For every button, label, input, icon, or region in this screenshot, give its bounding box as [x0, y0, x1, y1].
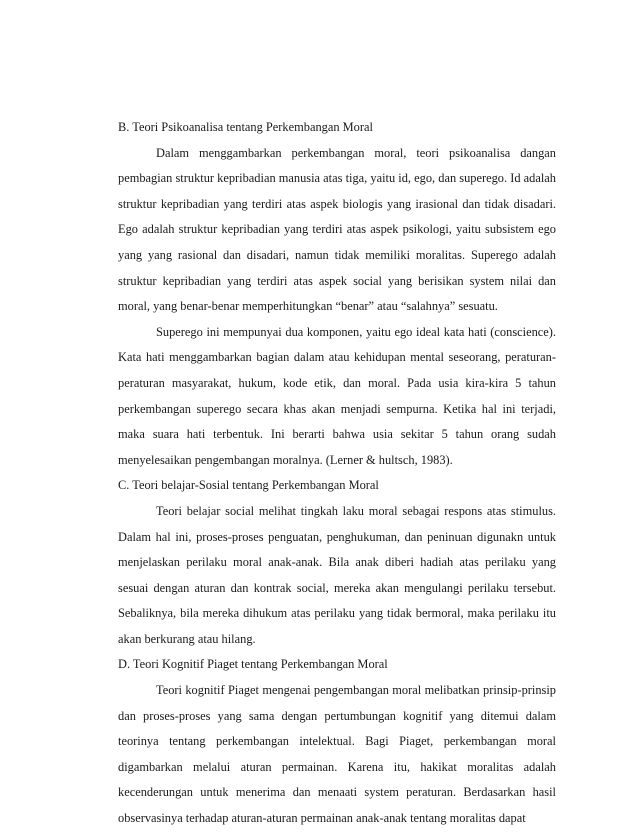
document-body: [118, 115, 556, 832]
section-heading-c: C. Teori belajar-Sosial tentang Perkembangan Moral: [118, 478, 379, 493]
section-c-paragraph-1: Teori belajar social melihat tingkah laku moral sebagai respons atas stimulus. Dalam hal ini, proses-proses penguatan, penghukuman, dan peninuan digunakn untuk menjelaskan perilaku moral anak-anak. Bila anak diberi hadiah atas perilaku yang sesuai dengan aturan dan kontrak social, mereka akan mengulangi perilaku tersebut. Sebaliknya, bila mereka dihukum atas perilaku yang tidak bermoral, maka perilaku itu akan berkurang atau hilang.: [118, 503, 556, 646]
section-d-paragraph-1: Teori kognitif Piaget mengenai pengembangan moral melibatkan prinsip-prinsip dan proses-proses yang sama dengan pertumbungan kognitif yang ditemui dalam teorinya tentang perkembangan intelektual. Bagi Piaget, perkembangan moral digambarkan melalui aturan permainan. Karena itu, hakikat moralitas adalah kecenderungan untuk menerima dan menaati system peraturan. Berdasarkan hasil observasinya terhadap aturan-aturan permainan anak-anak tentang moralitas dapat: [118, 683, 556, 826]
section-b-paragraph-2: Superego ini mempunyai dua komponen, yaitu ego ideal kata hati (conscience). Kata hati menggambarkan bagian dalam atau kehidupan mental seseorang, peraturan-peraturan masyarakat, hukum, kode etik, dan moral. Pada usia kira-kira 5 tahun perkembangan superego secara khas akan menjadi sempurna. Ketika hal ini terjadi, maka suara hati terbentuk. Ini berarti bahwa usia sekitar 5 tahun orang sudah menyelesaikan pengembangan moralnya. (Lerner & hultsch, 1983).: [118, 324, 556, 467]
section-heading-b: B. Teori Psikoanalisa tentang Perkembangan Moral: [118, 120, 373, 134]
section-b-paragraph-1: Dalam menggambarkan perkembangan moral, teori psikoanalisa dangan pembagian struktur kepribadian manusia atas tiga, yaitu id, ego, dan superego. Id adalah struktur kepribadian yang terdiri atas aspek biologis yang irasional dan tidak disadari. Ego adalah struktur kepribadian yang terdiri atas aspek psikologi, yaitu subsistem ego yang yang rasional dan disadari, namun tidak memiliki moralitas. Superego adalah struktur kepribadian yang terdiri atas aspek social yang berisikan system nilai dan moral, yang benar-benar memperhitungkan “benar” atau “salahnya” sesuatu.: [118, 145, 556, 314]
section-heading-d: D. Teori Kognitif Piaget tentang Perkembangan Moral: [118, 657, 388, 672]
